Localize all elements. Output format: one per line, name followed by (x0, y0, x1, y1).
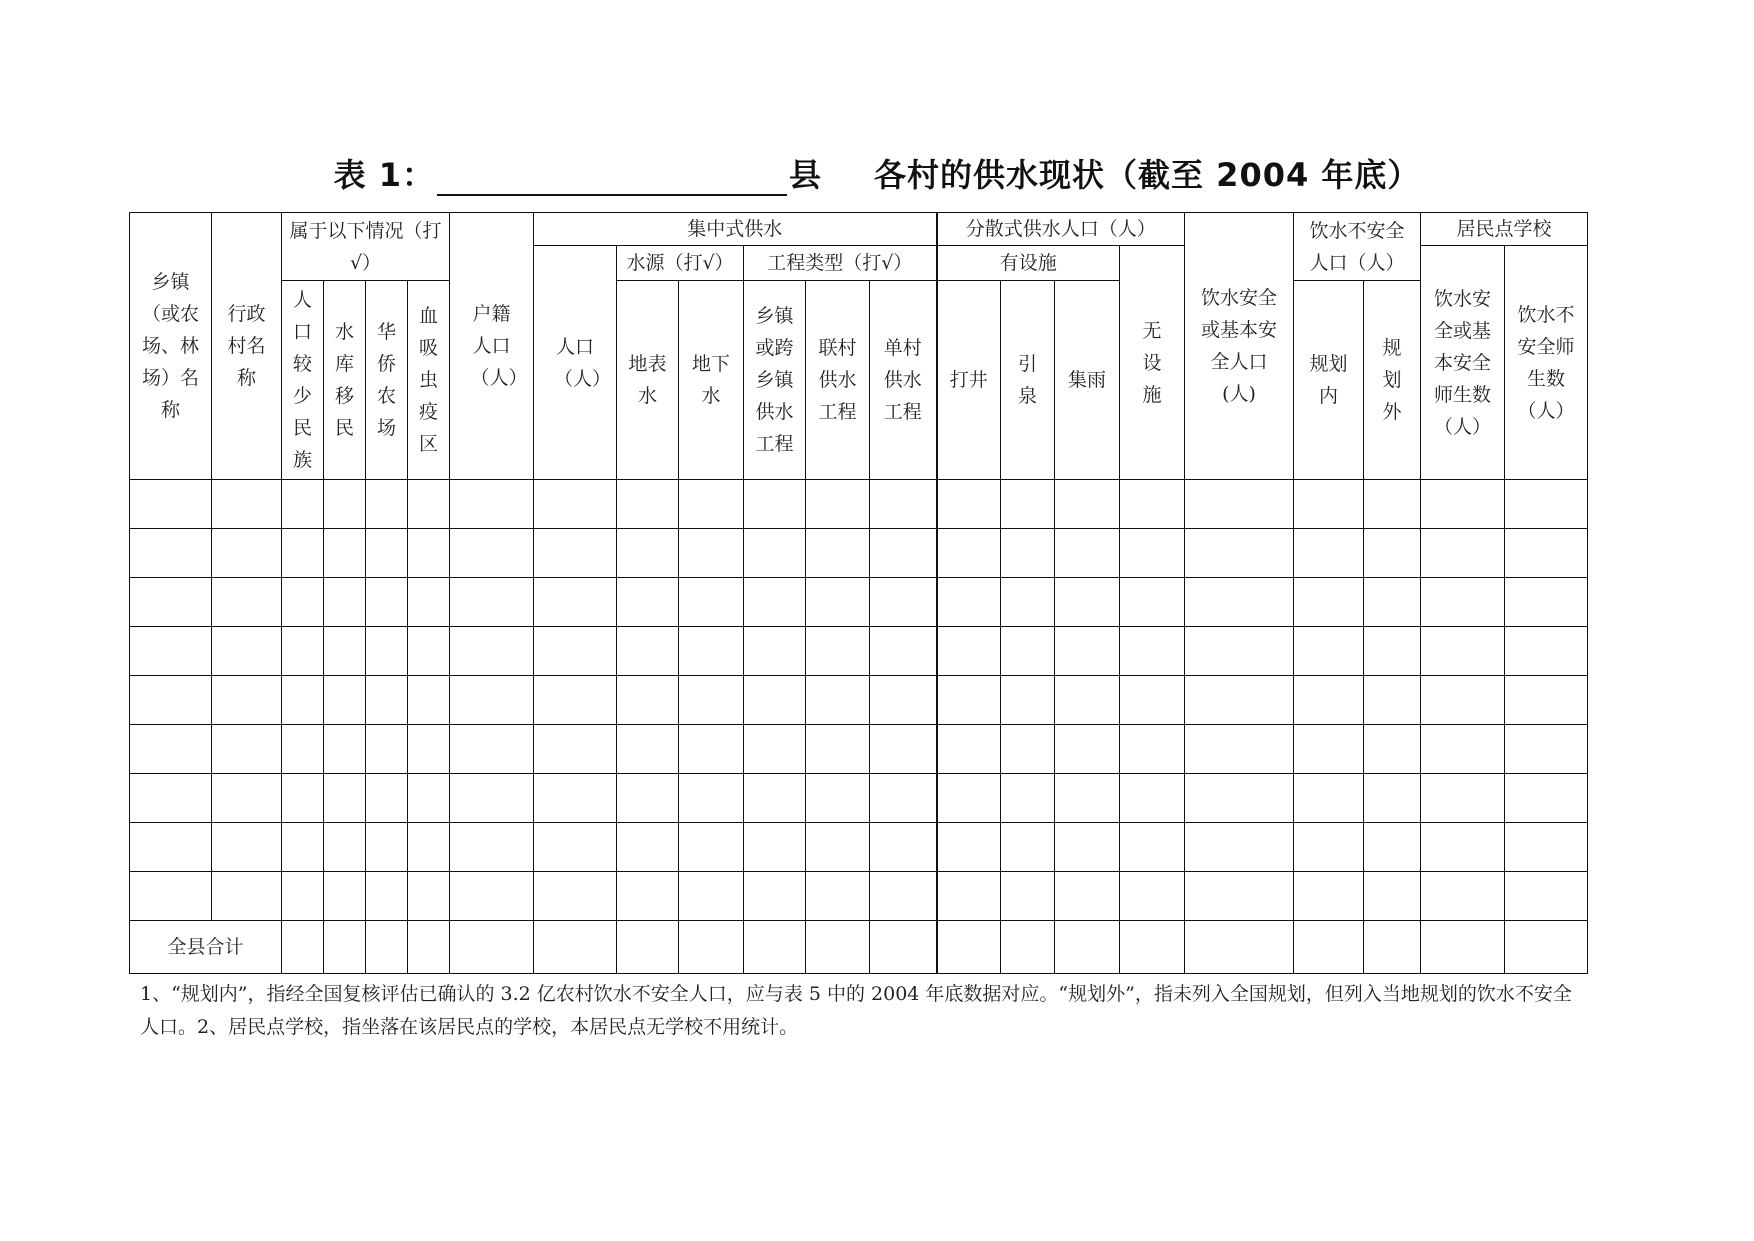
page-title (0, 150, 1754, 196)
water-supply-table (129, 212, 1588, 974)
header-spring: 引泉 (1001, 281, 1055, 480)
header-situation-group: 属于以下情况（打√） (282, 213, 450, 281)
header-project-type: 工程类型（打√） (744, 246, 937, 281)
header-school-safe: 饮水安全或基本安全师生数（人） (1421, 246, 1505, 480)
footnote: 1、“规划内”，指经全国复核评估已确认的 3.2 亿农村饮水不安全人口，应与表 5 中的 2004 年底数据对应。“规划外”，指未列入全国规划，但列入当地规划的饮水不安全人口。2、居民点学校，指坐落在该居民点的学校，本居民点无学校不用统计。 (140, 983, 1572, 1038)
header-minority: 人口较少民族 (282, 281, 324, 480)
header-village: 行政村名称 (212, 213, 282, 480)
title-county: 县 (789, 156, 823, 194)
total-row (130, 921, 1588, 974)
table-row (130, 578, 1588, 627)
header-rain: 集雨 (1055, 281, 1120, 480)
header-school-unsafe: 饮水不安全师生数（人） (1505, 246, 1588, 480)
total-label: 全县合计 (130, 921, 282, 974)
table-row (130, 529, 1588, 578)
table-row (130, 774, 1588, 823)
header-water-source: 水源（打√） (617, 246, 744, 281)
county-name-blank (437, 164, 787, 196)
header-registered-population: 户籍人口（人） (450, 213, 534, 480)
header-unplanned: 规划外 (1364, 281, 1421, 480)
header-town: 乡镇（或农场、林场）名称 (130, 213, 212, 480)
header-well: 打井 (937, 281, 1001, 480)
title-main: 各村的供水现状（截至 2004 年底） (874, 156, 1421, 194)
header-reservoir: 水库移民 (324, 281, 366, 480)
header-no-facility: 无设施 (1120, 246, 1185, 480)
header-ground-water: 地下水 (679, 281, 744, 480)
header-safe-population: 饮水安全或基本安全人口(人) (1185, 213, 1294, 480)
header-with-facility: 有设施 (937, 246, 1120, 281)
header-planned: 规划内 (1294, 281, 1364, 480)
header-schisto-area: 血吸虫疫区 (408, 281, 450, 480)
table-row (130, 823, 1588, 872)
table-row (130, 627, 1588, 676)
title-prefix: 表 1： (333, 156, 436, 194)
header-surface-water: 地表水 (617, 281, 679, 480)
header-type-town: 乡镇或跨乡镇供水工程 (744, 281, 806, 480)
header-overseas-farm: 华侨农场 (366, 281, 408, 480)
header-type-multi: 联村供水工程 (806, 281, 870, 480)
header-settlement-school: 居民点学校 (1421, 213, 1588, 246)
table-row (130, 872, 1588, 921)
header-unsafe-population: 饮水不安全人口（人） (1294, 213, 1421, 281)
table-row (130, 725, 1588, 774)
table-row (130, 480, 1588, 529)
header-central-supply: 集中式供水 (534, 213, 937, 246)
header-central-population: 人口（人） (534, 246, 617, 480)
header-dispersed-supply: 分散式供水人口（人） (937, 213, 1185, 246)
table-row (130, 676, 1588, 725)
header-type-single: 单村供水工程 (870, 281, 937, 480)
